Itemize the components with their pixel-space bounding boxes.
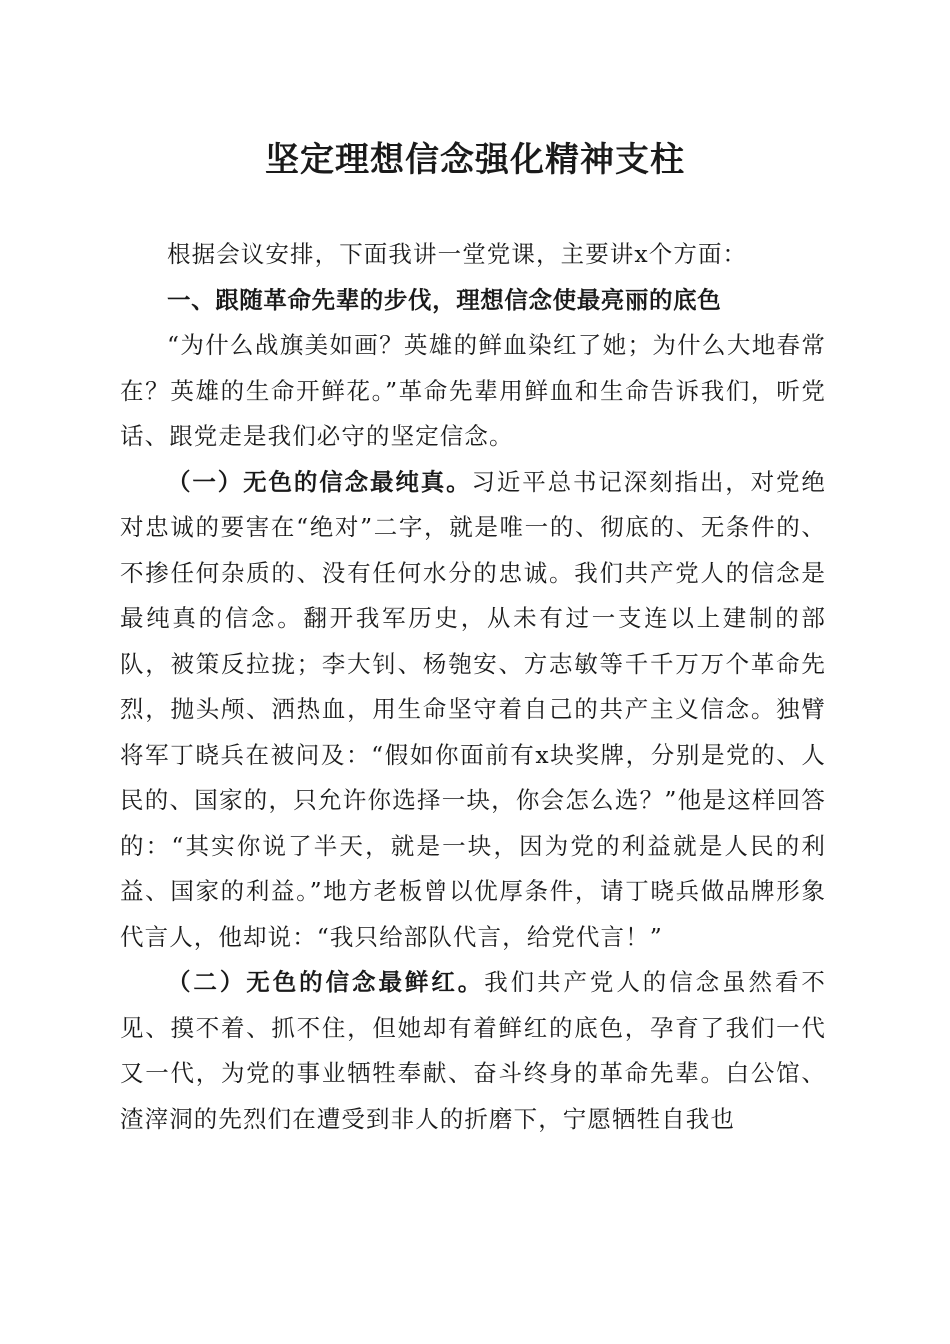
subsection-1-text: 习近平总书记深刻指出，对党绝对忠诚的要害在“绝对”二字，就是唯一的、彻底的、无条件的、不掺任何杂质的、没有任何水分的忠诚。我们共产党人的信念是最纯真的信念。翻开我军历史，从未有过一支连以上建制的部队，被策反拉拢；李大钊、杨匏安、方志敏等千千万万个革命先烈，抛头颅、洒热血，用生命坚守着自己的共产主义信念。独臂将军丁晓兵在被问及：“假如你面前有x块奖牌，分别是党的、人民的、国家的，只允许你选择一块，你会怎么选？”他是这样回答的：“其实你说了半天，就是一块，因为党的利益就是人民的利益、国家的利益。”地方老板曾以优厚条件，请丁晓兵做品牌形象代言人，他却说：“我只给部队代言，给党代言！” [120, 467, 826, 951]
subsection-1-paragraph [120, 460, 826, 961]
section-1-paragraph: “为什么战旗美如画？英雄的鲜血染红了她；为什么大地春常在？英雄的生命开鲜花。”革命先辈用鲜血和生命告诉我们，听党话、跟党走是我们必守的坚定信念。 [120, 331, 826, 450]
subsection-2-paragraph [120, 960, 826, 1142]
subsection-2-text: 我们共产党人的信念虽然看不见、摸不着、抓不住，但她却有着鲜红的底色，孕育了我们一代又一代，为党的事业牺牲奉献、奋斗终身的革命先辈。白公馆、渣滓洞的先烈们在遭受到非人的折磨下，宁愿牺牲自我也 [120, 968, 826, 1133]
document-body [120, 232, 826, 1142]
intro-paragraph: 根据会议安排，下面我讲一堂党课，主要讲x个方面： [167, 240, 748, 268]
page-title: 坚定理想信念强化精神支柱 [265, 140, 685, 180]
subsection-1-lead: （一）无色的信念最纯真。 [167, 467, 472, 496]
subsection-2-lead: （二）无色的信念最鲜红。 [167, 968, 485, 996]
section-heading-1: 一、跟随革命先辈的步伐，理想信念使最亮丽的底色 [167, 285, 722, 314]
